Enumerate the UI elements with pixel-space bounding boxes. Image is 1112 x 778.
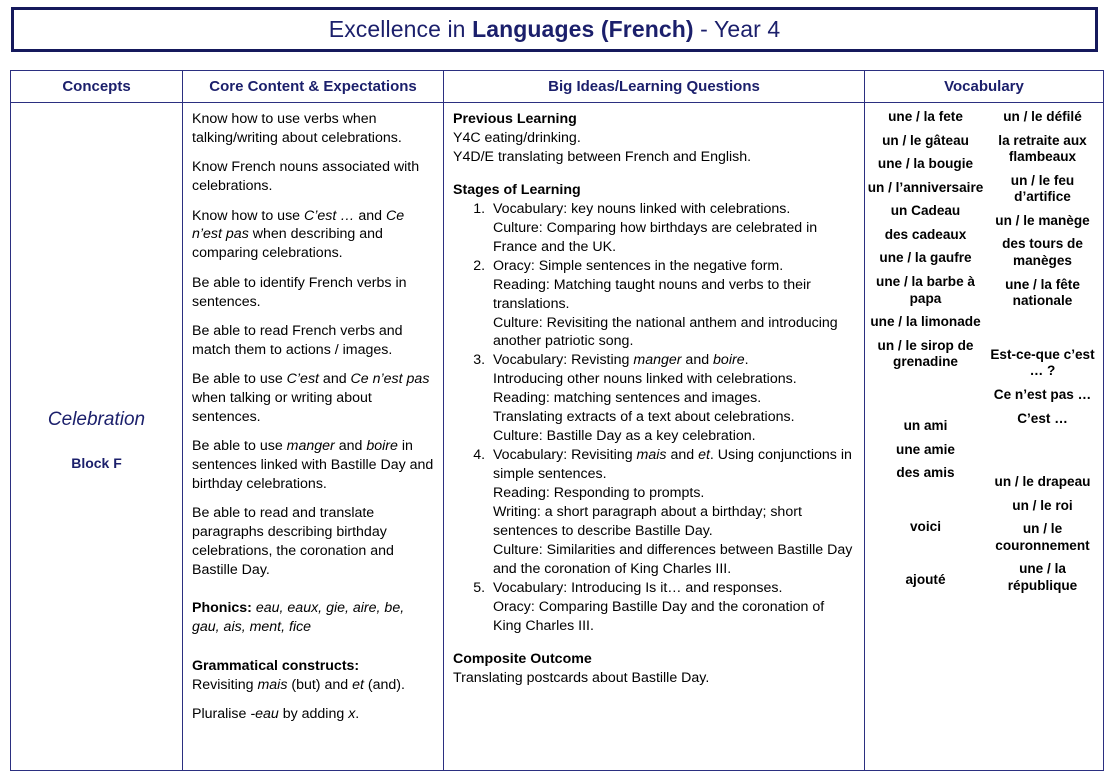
stage-item [489,200,856,257]
core-spacer [192,648,435,657]
vocabulary-column-left [867,109,984,771]
core-item: Be able to read and translate paragraphs describing birthday celebrations, the coronation and Bastille Day. [192,505,394,578]
vocab-item: des cadeaux [884,226,967,242]
stage-line: Translating extracts of a text about celebrations. [493,409,795,426]
vocab-item: Ce n’est pas … [993,386,1092,402]
stages-of-learning-heading: Stages of Learning [453,181,581,198]
vocab-item: une / la fete [888,109,963,124]
big-ideas-cell [444,103,865,771]
stage-line: Culture: Comparing how birthdays are celebrated in France and the UK. [493,219,818,255]
core-grammar-label: Grammatical constructs: [192,657,360,674]
stage-line: Reading: Matching taught nouns and verbs to their translations. [493,276,811,312]
stage-item [489,351,856,446]
core-grammar-plural: Pluralise -eau by adding x. [192,705,360,722]
vocab-item: une / la limonade [870,314,981,330]
vocab-item: des amis [896,465,955,481]
vocab-item: une amie [896,441,955,457]
stage-item [489,446,856,579]
previous-learning-line: Y4C eating/drinking. [453,129,581,146]
previous-learning-line: Y4D/E translating between French and English. [453,148,752,165]
vocab-item: une / la république [1007,561,1078,593]
vocab-item: un / le roi [1012,497,1073,513]
page-title-suffix: - Year 4 [693,16,781,42]
stage-line: 5. Vocabulary: Introducing Is it… and responses. [493,579,783,596]
table-body-row [11,103,1103,771]
stage-line: 1. Vocabulary: key nouns linked with celebrations. [493,200,791,217]
concept-name: Celebration [47,408,146,430]
core-spacer [192,590,435,599]
vocab-item: la retraite aux flambeaux [998,132,1087,165]
vocab-item: ajouté [905,572,946,588]
core-item: Be able to use C’est and Ce n’est pas when talking or writing about sentences. [192,371,430,425]
core-grammar: Grammatical constructs: Revisiting mais (but) and et (and). [192,657,405,693]
stage-line: Culture: Revisiting the national anthem and introducing another patriotic song. [493,314,838,350]
stage-line: 4. Vocabulary: Revisiting mais and et. Using conjunctions in simple sentences. [493,447,852,483]
page-title [329,16,781,43]
core-item: Know French nouns associated with celebrations. [192,159,420,195]
concept-block-label: Block F [71,455,122,472]
vocab-item: un / le couronnement [995,521,1090,553]
stage-line: Reading: Responding to prompts. [493,485,705,502]
core-item: Know how to use verbs when talking/writing about celebrations. [192,111,402,146]
core-item: Be able to identify French verbs in sentences. [192,274,407,310]
stage-line: Culture: Similarities and differences between Bastille Day and the coronation of King Charles III. [493,541,853,577]
big-ideas-spacer [453,636,856,650]
page-title-prefix: Excellence in [328,16,473,42]
core-item: Be able to use manger and boire in sentences linked with Bastille Day and birthday celebrations. [192,438,434,492]
vocab-item: un Cadeau [890,203,961,219]
vocab-item: Est-ce-que c’est … ? [990,346,1095,379]
vocab-item: une / la barbe à papa [876,274,975,306]
vocab-item: des tours de manèges [1002,236,1083,269]
vocab-item: une / la bougie [877,156,974,172]
stages-list [453,200,856,636]
vocab-item: un ami [903,417,948,433]
vocab-item: une / la gaufre [879,250,972,266]
vocab-spacer [867,378,984,418]
vocab-item: un / le manège [995,212,1090,228]
core-phonics-label: Phonics: [192,600,252,617]
vocab-item: voici [910,518,941,534]
vocab-spacer [984,434,1101,474]
column-header-vocabulary: Vocabulary [944,78,1024,95]
core-phonics-value: eau, eaux, gie, aire, be, gau, ais, ment, fice [192,600,405,636]
vocab-item: un / le gâteau [882,132,969,148]
stage-line: Oracy: Comparing Bastille Day and the coronation of King Charles III. [493,598,825,634]
composite-outcome-heading: Composite Outcome [453,650,592,667]
core-phonics [192,599,435,637]
stage-line: Culture: Bastille Day as a key celebration. [493,428,756,445]
page-title-subject: Languages (French) [472,16,694,42]
page-title-banner [11,7,1098,52]
composite-outcome-text: Translating postcards about Bastille Day. [453,669,710,686]
concepts-cell [11,103,183,771]
vocab-item: un / le sirop de grenadine [877,337,974,370]
vocab-item: une / la fête nationale [1005,276,1080,309]
vocab-item: un / le défilé [1003,109,1082,124]
stage-line: Writing: a short paragraph about a birthday; short sentences to describe Bastille Day. [493,504,802,540]
vocab-item: un / le feu d’artifice [1010,172,1075,205]
vocab-item: un / le drapeau [994,474,1091,490]
core-item: Know how to use C’est … and Ce n’est pas when describing and comparing celebrations. [192,207,405,262]
stage-line: Introducing other nouns linked with celebrations. [493,371,797,388]
curriculum-table [10,70,1104,771]
big-ideas-spacer [453,167,856,181]
previous-learning-heading: Previous Learning [453,111,577,127]
vocabulary-column-right [984,109,1101,771]
column-header-concepts: Concepts [11,71,183,102]
column-header-core-content: Core Content & Expectations [183,71,444,102]
vocab-spacer [867,542,984,572]
column-header-big-ideas: Big Ideas/Learning Questions [444,71,865,102]
stage-item [489,579,856,636]
core-content-cell [183,103,444,771]
stage-line: 3. Vocabulary: Revisting manger and boire. [493,352,749,369]
vocab-spacer [984,317,1101,347]
vocab-item: C’est … [1017,410,1068,426]
stage-line: 2. Oracy: Simple sentences in the negative form. [493,257,784,274]
vocabulary-cell [865,103,1103,771]
table-header-row [11,71,1103,103]
stage-line: Reading: matching sentences and images. [493,390,762,407]
vocab-item: un / l’anniversaire [867,179,984,195]
core-item: Be able to read French verbs and match them to actions / images. [192,322,403,358]
stage-item [489,257,856,352]
vocab-spacer [867,489,984,519]
